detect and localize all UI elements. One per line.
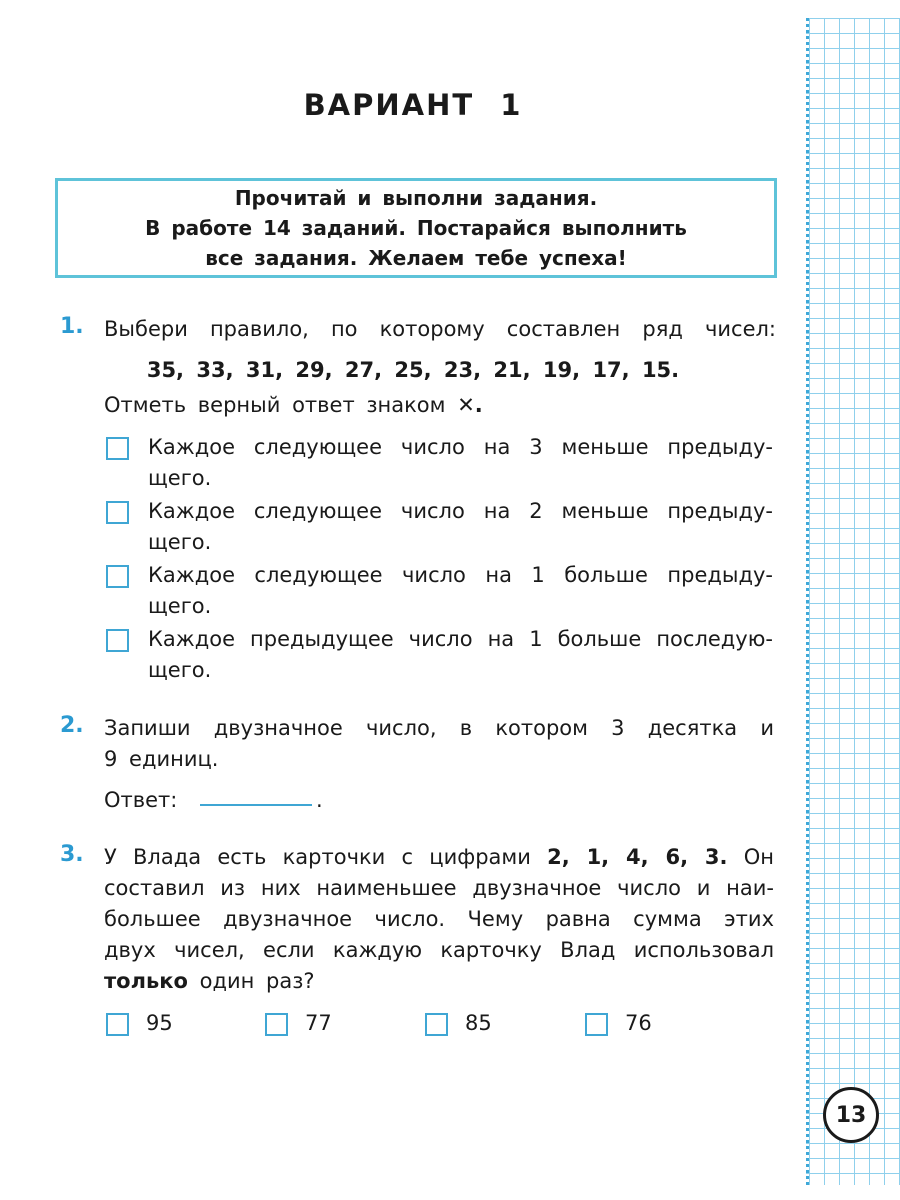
task-3-text-line: составил из них наименьшее двузначное число и наи- (104, 876, 774, 900)
answer-label: Ответ: (104, 788, 178, 812)
task-3-choice-1-label: 95 (146, 1011, 173, 1035)
instructions-box (55, 178, 777, 278)
task-3-emphasis: только (104, 969, 188, 993)
instructions-line: Прочитай и выполни задания. (234, 186, 598, 210)
task-1-option-3-text: Каждое следующее число на 1 больше предыду- (148, 563, 773, 587)
task-3-text: один раз? (187, 969, 315, 993)
task-1-option-3-checkbox[interactable] (106, 565, 129, 588)
task-2-text-line: Запиши двузначное число, в котором 3 десятка и (104, 716, 774, 740)
number-sequence: 35, 33, 31, 29, 27, 25, 23, 21, 19, 17, 15. (146, 358, 680, 382)
task-1-option-4-cont: щего. (148, 658, 212, 682)
task-3-text-line (104, 842, 774, 873)
instruction-text: Отметь верный ответ знаком (104, 393, 446, 417)
instructions-line: В работе 14 заданий. Постарайся выполнить (145, 216, 687, 240)
task-1-option-2-cont: щего. (148, 530, 212, 554)
task-3-text-line: двух чисел, если каждую карточку Влад использовал (104, 938, 774, 962)
answer-period: . (316, 788, 323, 812)
task-1-option-2-checkbox[interactable] (106, 501, 129, 524)
answer-input-line[interactable] (200, 804, 312, 806)
cross-mark-icon: ✕. (457, 393, 483, 417)
task-3-choice-4-label: 76 (625, 1011, 652, 1035)
task-1-option-3-cont: щего. (148, 594, 212, 618)
task-1-number: 1. (60, 314, 84, 339)
task-1-option-2-text: Каждое следующее число на 2 меньше предыду- (148, 499, 773, 523)
task-2-text-line: 9 единиц. (104, 747, 219, 771)
task-3-text: Он (743, 845, 774, 869)
page-title: ВАРИАНТ 1 (303, 88, 523, 122)
instructions-line: все задания. Желаем тебе успеха! (205, 246, 627, 270)
grid-margin-strip (806, 18, 900, 1185)
task-3-choice-2-label: 77 (305, 1011, 332, 1035)
task-1-question: Выбери правило, по которому составлен ряд чисел: (104, 317, 776, 341)
task-3-digits: 2, 1, 4, 6, 3. (547, 845, 728, 869)
task-3-text-line: большее двузначное число. Чему равна сумма этих (104, 907, 774, 931)
task-1-option-1-checkbox[interactable] (106, 437, 129, 460)
task-3-choice-1-checkbox[interactable] (106, 1013, 129, 1036)
task-1-instruction (104, 390, 483, 421)
task-3-choice-4-checkbox[interactable] (585, 1013, 608, 1036)
task-3-choice-3-checkbox[interactable] (425, 1013, 448, 1036)
task-3-choice-3-label: 85 (465, 1011, 492, 1035)
task-1-option-4-checkbox[interactable] (106, 629, 129, 652)
task-1-option-1-cont: щего. (148, 466, 212, 490)
task-2-number: 2. (60, 713, 84, 738)
task-3-text: У Влада есть карточки с цифрами (104, 845, 531, 869)
task-1-option-1-text: Каждое следующее число на 3 меньше предыду- (148, 435, 773, 459)
page-number: 13 (823, 1087, 879, 1143)
task-3-text-line (104, 966, 315, 997)
task-3-number: 3. (60, 842, 84, 867)
task-1-option-4-text: Каждое предыдущее число на 1 больше последую- (148, 627, 773, 651)
task-3-choice-2-checkbox[interactable] (265, 1013, 288, 1036)
